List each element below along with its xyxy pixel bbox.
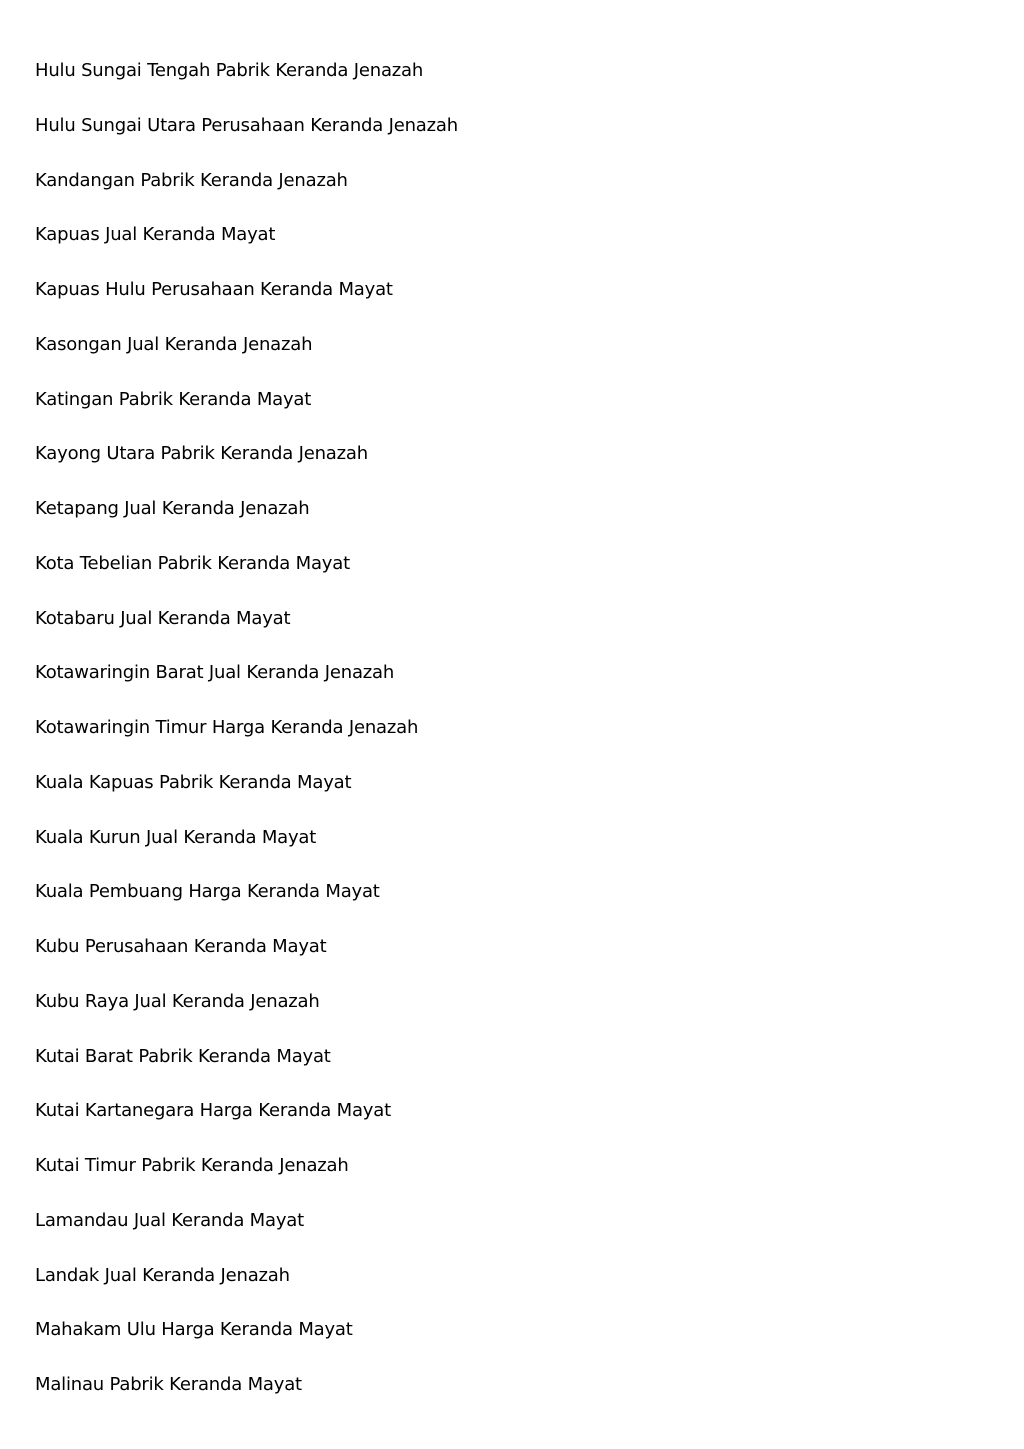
text-line: Kandangan Pabrik Keranda Jenazah	[35, 169, 348, 191]
text-line: Mahakam Ulu Harga Keranda Mayat	[35, 1319, 353, 1341]
text-line: Kota Tebelian Pabrik Keranda Mayat	[35, 552, 350, 574]
text-line: Malinau Pabrik Keranda Mayat	[35, 1374, 302, 1395]
text-line: Hulu Sungai Tengah Pabrik Keranda Jenazah	[35, 60, 424, 81]
text-line: Kuala Kapuas Pabrik Keranda Mayat	[35, 771, 352, 793]
text-line: Kayong Utara Pabrik Keranda Jenazah	[35, 443, 368, 465]
text-line: Kuala Kurun Jual Keranda Mayat	[35, 826, 317, 848]
text-line: Kuala Pembuang Harga Keranda Mayat	[35, 881, 380, 903]
text-line: Kubu Perusahaan Keranda Mayat	[35, 936, 327, 957]
text-line: Kubu Raya Jual Keranda Jenazah	[35, 990, 320, 1012]
text-line-list	[35, 57, 458, 1426]
text-line: Kutai Barat Pabrik Keranda Mayat	[35, 1045, 331, 1067]
text-line: Kutai Timur Pabrik Keranda Jenazah	[35, 1155, 349, 1176]
text-line: Kapuas Jual Keranda Mayat	[35, 224, 276, 246]
text-line: Kasongan Jual Keranda Jenazah	[35, 333, 313, 355]
text-line: Ketapang Jual Keranda Jenazah	[35, 498, 310, 519]
text-line: Kotabaru Jual Keranda Mayat	[35, 607, 291, 629]
text-line: Kapuas Hulu Perusahaan Keranda Mayat	[35, 279, 393, 300]
text-line: Kutai Kartanegara Harga Keranda Mayat	[35, 1100, 391, 1122]
text-line: Landak Jual Keranda Jenazah	[35, 1264, 290, 1286]
text-line: Hulu Sungai Utara Perusahaan Keranda Jenazah	[35, 114, 458, 136]
text-line: Lamandau Jual Keranda Mayat	[35, 1209, 304, 1231]
text-line: Kotawaringin Barat Jual Keranda Jenazah	[35, 662, 395, 684]
text-line: Kotawaringin Timur Harga Keranda Jenazah	[35, 717, 419, 738]
text-line: Katingan Pabrik Keranda Mayat	[35, 388, 312, 410]
